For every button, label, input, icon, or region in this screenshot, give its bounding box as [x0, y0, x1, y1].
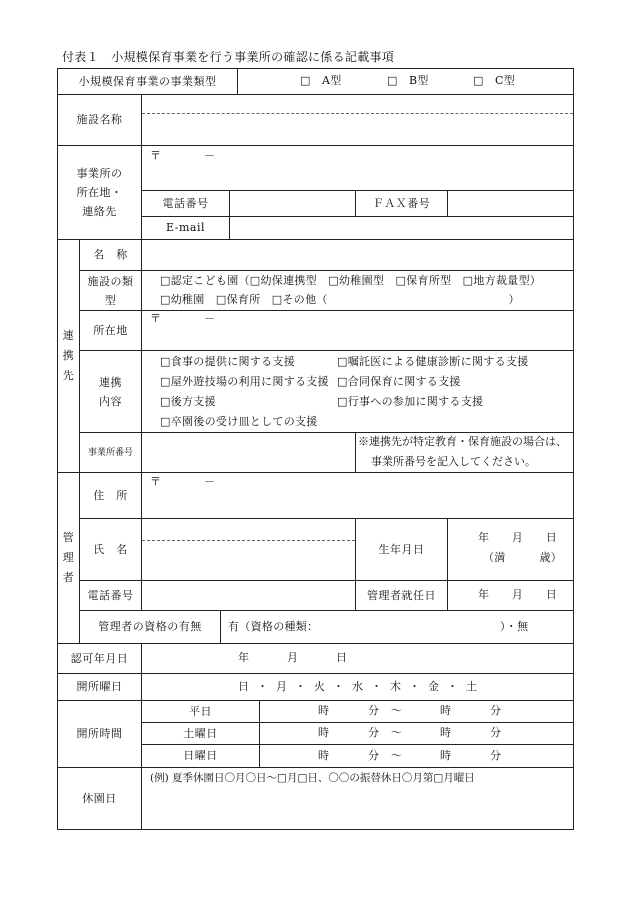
facility-name-label: 施設名称: [57, 94, 142, 146]
office-phone-field: [229, 190, 356, 217]
partner-address-label: 所在地: [79, 310, 142, 351]
appointed-date: 年 月 日: [478, 588, 558, 601]
manager-appointed-field: [447, 580, 574, 611]
time-hour: 時: [318, 749, 330, 762]
manager-address-field: [141, 472, 574, 519]
postal-dash: －: [204, 149, 216, 162]
business-type-options: [237, 68, 574, 95]
partner-content-label-line: 内容: [99, 394, 122, 408]
open-hours-time: [259, 722, 574, 745]
partner-office-number-label: 事業所番号: [79, 432, 142, 473]
partner-type-label-line: 施設の類: [87, 274, 134, 288]
open-hours-day: 土曜日: [141, 722, 260, 745]
type-option-b: □ B型: [387, 74, 429, 87]
approval-month: 月: [287, 651, 299, 664]
postal-mark: 〒: [150, 312, 162, 325]
postal-mark: 〒: [150, 149, 162, 162]
qualification-no: ）・無: [500, 620, 529, 633]
open-hours-time: [259, 744, 574, 768]
open-hours-day: 日曜日: [141, 744, 260, 768]
birthdate-age: （満 歳）: [483, 551, 563, 564]
time-minute: 分: [490, 749, 502, 762]
office-fax-field: [447, 190, 574, 217]
manager-section-label: [57, 472, 80, 644]
office-label-line: 所在地・: [76, 186, 123, 199]
office-address-field: [141, 145, 574, 191]
partner-type-line: □幼稚園 □保育所 □その他（ ）: [160, 293, 520, 306]
partner-content-options: [141, 350, 574, 433]
approval-year: 年: [238, 651, 250, 664]
birthdate-date: 年 月 日: [478, 531, 558, 544]
time-minute: 分: [490, 704, 502, 717]
partner-type-options: [141, 270, 574, 311]
open-hours-day: 平日: [141, 700, 260, 723]
type-option-a: □ A型: [300, 74, 342, 87]
partner-content-label-line: 連携: [99, 375, 122, 389]
partner-content-item: □卒園後の受け皿としての支援: [160, 415, 318, 428]
office-email-field: [229, 216, 574, 240]
manager-qualification-label: 管理者の資格の有無: [79, 610, 221, 644]
partner-content-item: □後方支援: [160, 395, 216, 408]
qualification-yes: 有（資格の種類：: [228, 620, 319, 633]
partner-content-item: □食事の提供に関する支援: [160, 355, 295, 368]
office-phone-label: 電話番号: [141, 190, 230, 217]
time-hour: 時: [318, 704, 330, 717]
closed-days-field: [141, 767, 574, 830]
partner-type-label-line: 型: [104, 293, 117, 307]
partner-content-item: □合同保育に関する支援: [337, 375, 461, 388]
open-hours-label: 開所時間: [57, 700, 142, 768]
postal-dash: －: [204, 312, 216, 325]
office-email-label: E-mail: [141, 216, 230, 240]
partner-type-label: [79, 270, 142, 311]
time-hour: 時: [440, 704, 452, 717]
partner-content-item: □嘱託医による健康診断に関する支援: [337, 355, 529, 368]
manager-birthdate-label: 生年月日: [355, 518, 448, 581]
time-minute: 分: [368, 749, 380, 762]
manager-name-label: 氏 名: [79, 518, 142, 581]
open-days-value: 日・月・火・水・木・金・土: [238, 680, 485, 693]
partner-name-label: 名 称: [79, 239, 142, 271]
time-hour: 時: [318, 726, 330, 739]
form-title: 付表１ 小規模保育事業を行う事業所の確認に係る記載事項: [62, 50, 395, 64]
manager-section-text: 管理者: [62, 531, 75, 584]
partner-content-item: □行事への参加に関する支援: [337, 395, 484, 408]
note-line: 事業所番号を記入してください。: [371, 455, 536, 468]
time-hour: 時: [440, 726, 452, 739]
office-label-line: 事業所の: [76, 167, 123, 180]
partner-type-line: □認定こども園（□幼保連携型 □幼稚園型 □保育所型 □地方裁量型）: [160, 274, 542, 287]
time-minute: 分: [368, 726, 380, 739]
approval-date-label: 認可年月日: [57, 643, 142, 674]
time-tilde: ～: [391, 726, 403, 739]
open-days-label: 開所曜日: [57, 673, 142, 701]
manager-appointed-label: 管理者就任日: [355, 580, 448, 611]
manager-birthdate-field: [447, 518, 574, 581]
time-minute: 分: [490, 726, 502, 739]
type-option-c: □ C型: [473, 74, 516, 87]
time-tilde: ～: [391, 704, 403, 717]
time-tilde: ～: [391, 749, 403, 762]
furigana-line: [142, 540, 355, 541]
manager-phone-field: [141, 580, 356, 611]
office-location-label: [57, 145, 142, 240]
postal-mark: 〒: [150, 475, 162, 488]
facility-name-field: [141, 94, 574, 146]
furigana-line: [142, 113, 573, 114]
open-hours-time: [259, 700, 574, 723]
office-label-line: 連絡先: [82, 205, 117, 218]
approval-day: 日: [336, 651, 348, 664]
partner-office-number-field: [141, 432, 356, 473]
business-type-label: 小規模保育事業の事業類型: [57, 68, 238, 95]
partner-office-number-note: [355, 432, 574, 473]
partner-section-label: [57, 239, 80, 473]
partner-content-label: [79, 350, 142, 433]
manager-name-field: [141, 518, 356, 581]
approval-date-field: [141, 643, 574, 674]
closed-days-label: 休園日: [57, 767, 142, 830]
manager-qualification-field: [220, 610, 574, 644]
manager-address-label: 住 所: [79, 472, 142, 519]
time-minute: 分: [368, 704, 380, 717]
office-fax-label: ＦＡＸ番号: [355, 190, 448, 217]
partner-section-text: 連携先: [62, 329, 75, 382]
partner-content-item: □屋外遊技場の利用に関する支援: [160, 375, 329, 388]
manager-phone-label: 電話番号: [79, 580, 142, 611]
closed-days-example: (例) 夏季休園日〇月〇日～□月□日、〇〇の振替休日〇月第□月曜日: [150, 772, 475, 784]
partner-name-field: [141, 239, 574, 271]
postal-dash: －: [204, 475, 216, 488]
note-line: ※連携先が特定教育・保育施設の場合は、: [358, 435, 567, 448]
open-days-field: [141, 673, 574, 701]
time-hour: 時: [440, 749, 452, 762]
partner-address-field: [141, 310, 574, 351]
